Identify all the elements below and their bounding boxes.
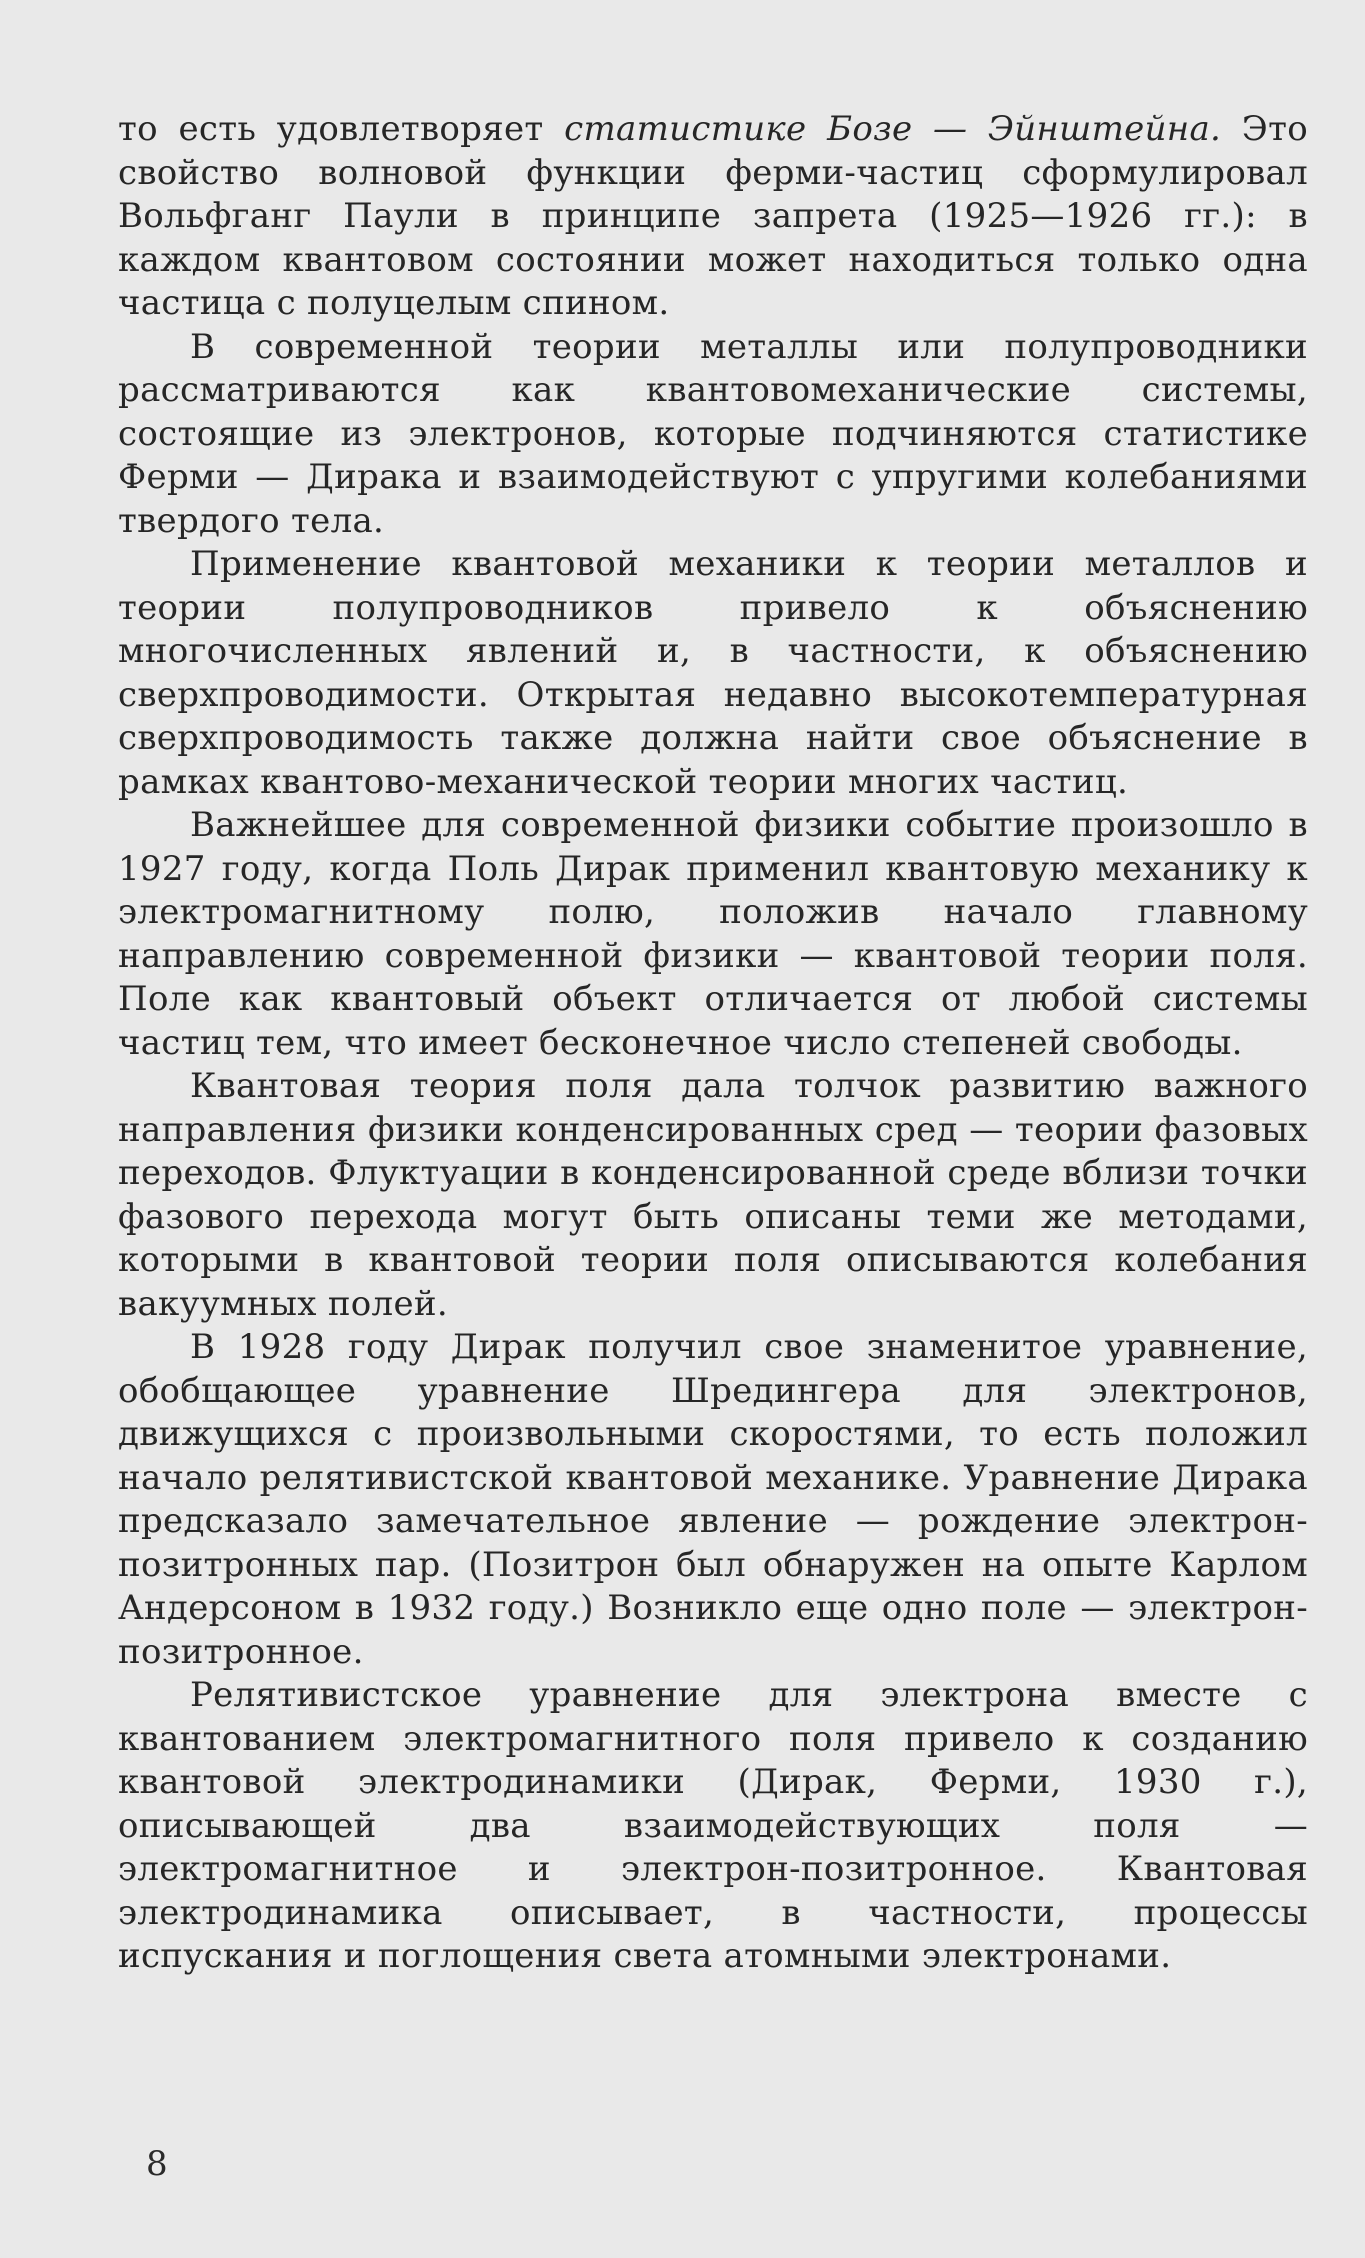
body-text (118, 108, 1308, 1979)
paragraph-4: Важнейшее для современной физики событие произошло в 1927 году, когда Поль Дирак применил квантовую механику к электромагнитному полю, положив начало главному направлению современной физики — квантовой теории поля. Поле как квантовый объект отличается от любой системы частиц тем, что имеет бесконечное число степеней свободы. (118, 805, 1308, 1063)
term-bose-einstein-statistics: статистике Бозе — Эйнштейна. (564, 109, 1222, 149)
paragraph-1-rest: Это свойство волновой функции ферми-частиц сформулировал Вольфганг Паули в принципе запрета (1925—1926 гг.): в каждом квантовом состоянии может находиться только одна частица с полуцелым спином. (118, 109, 1308, 323)
paragraph-2: В современной теории металлы или полупроводники рассматриваются как квантовомеханические системы, состоящие из электронов, которые подчиняются статистике Ферми — Дирака и взаимодействуют с упругими колебаниями твердого тела. (118, 326, 1308, 541)
page-number: 8 (146, 2144, 168, 2184)
paragraph-5: Квантовая теория поля дала толчок развитию важного направления физики конденсированных сред — теории фазовых переходов. Флуктуации в конденсированной среде вблизи точки фазового перехода могут быть описаны теми же методами, которыми в квантовой теории поля описываются колебания вакуумных полей. (118, 1066, 1308, 1324)
paragraph-6: В 1928 году Дирак получил свое знаменитое уравнение, обобщающее уравнение Шредингера для электронов, движущихся с произвольными скоростями, то есть положил начало релятивистской квантовой механике. Уравнение Дирака предсказало замечательное явление — рождение электрон-позитронных пар. (Позитрон был обнаружен на опыте Карлом Андерсоном в 1932 году.) Возникло еще одно поле — электрон-позитронное. (118, 1327, 1308, 1672)
paragraph-3: Применение квантовой механики к теории металлов и теории полупроводников привело к объяснению многочисленных явлений и, в частности, к объяснению сверхпроводимости. Открытая недавно высокотемпературная сверхпроводимость также должна найти свое объяснение в рамках квантово-механической теории многих частиц. (118, 544, 1308, 802)
paragraph-7: Релятивистское уравнение для электрона вместе с квантованием электромагнитного поля привело к созданию квантовой электродинамики (Дирак, Ферми, 1930 г.), описывающей два взаимодействующих поля — электромагнитное и электрон-позитронное. Квантовая электродинамика описывает, в частности, процессы испускания и поглощения света атомными электронами. (118, 1675, 1308, 1976)
paragraph-1-lead: то есть удовлетворяет (118, 109, 565, 149)
paragraph-1 (118, 108, 1308, 326)
